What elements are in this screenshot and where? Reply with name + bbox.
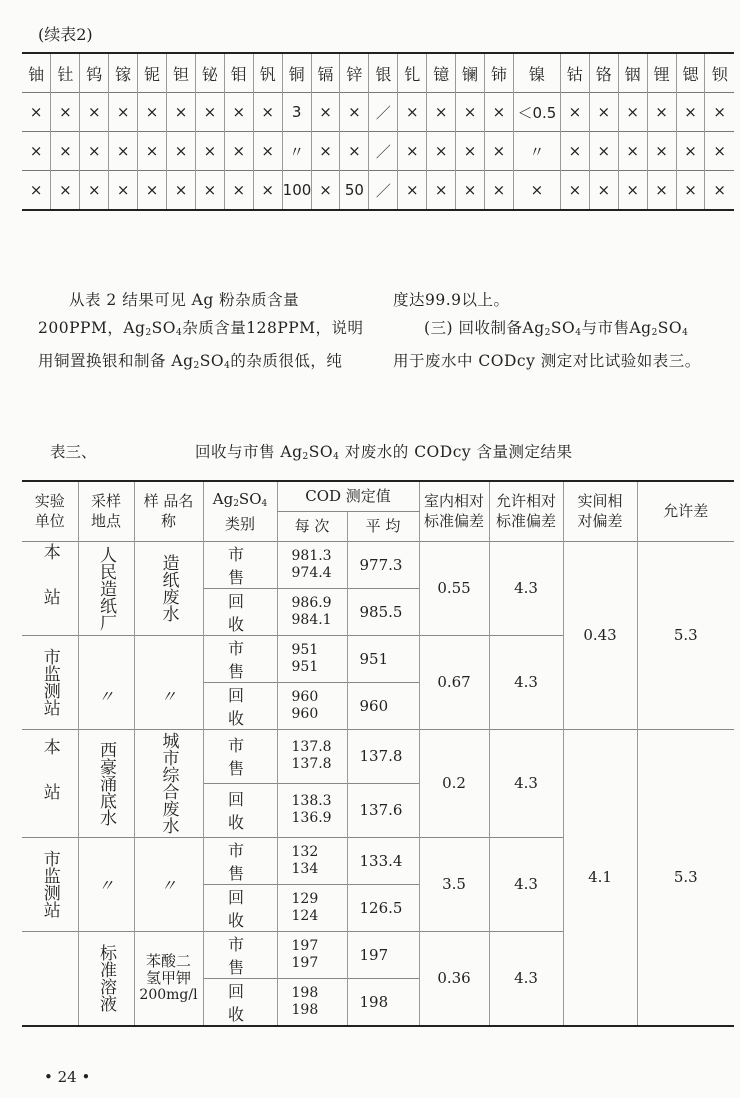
t2-cell: × bbox=[705, 93, 734, 132]
value: 129 bbox=[291, 890, 319, 907]
t2-h: 锂 bbox=[647, 53, 676, 93]
t2-cell: × bbox=[398, 171, 427, 211]
cell-rsd-allow: 4.3 bbox=[489, 729, 563, 837]
t2-h: 镓 bbox=[109, 53, 138, 93]
t2-cell: × bbox=[589, 132, 618, 171]
cell-each bbox=[277, 729, 347, 783]
cell-each bbox=[277, 783, 347, 837]
cell-allow-diff: 5.3 bbox=[637, 541, 734, 729]
cell-type: 市售 bbox=[203, 729, 277, 783]
t2-h: 锶 bbox=[676, 53, 705, 93]
subscript: 2 bbox=[544, 328, 551, 338]
header-cod: COD 测定值 bbox=[277, 481, 419, 511]
text-fragment: Ag bbox=[212, 489, 234, 508]
text-fragment: SO bbox=[550, 319, 576, 337]
value: 981.3 bbox=[291, 547, 332, 564]
cell-rsd-allow: 4.3 bbox=[489, 837, 563, 931]
cell-sample: 〃 bbox=[134, 837, 203, 931]
header-each: 每 次 bbox=[277, 511, 347, 541]
cell-avg: 137.6 bbox=[347, 783, 419, 837]
subscript: 4 bbox=[261, 498, 268, 509]
subscript: 4 bbox=[224, 361, 231, 371]
t2-h: 钆 bbox=[398, 53, 427, 93]
header-rd-inter bbox=[563, 481, 637, 541]
t2-h: 钒 bbox=[253, 53, 282, 93]
cell-each bbox=[277, 837, 347, 884]
cell-text: 本站 bbox=[39, 738, 60, 828]
t2-cell: × bbox=[676, 93, 705, 132]
t2-cell: × bbox=[195, 132, 224, 171]
subscript: 2 bbox=[145, 328, 152, 338]
cell-site: 〃 bbox=[78, 635, 134, 729]
t2-h: 钡 bbox=[705, 53, 734, 93]
cell-text: 市监测站 bbox=[39, 850, 60, 918]
t2-h: 铌 bbox=[138, 53, 167, 93]
paragraph-line bbox=[38, 347, 368, 380]
t2-cell: × bbox=[647, 93, 676, 132]
cell-text: 西豪涌底水 bbox=[96, 740, 116, 826]
cell-rsd-in: 3.5 bbox=[419, 837, 489, 931]
t2-cell: × bbox=[109, 93, 138, 132]
t2-cell: × bbox=[589, 93, 618, 132]
t2-h: 钽 bbox=[167, 53, 196, 93]
subscript: 2 bbox=[302, 452, 309, 462]
text-fragment: 与市售Ag bbox=[581, 319, 652, 337]
t2-cell: × bbox=[224, 132, 253, 171]
t2-cell: × bbox=[618, 93, 647, 132]
subscript: 4 bbox=[682, 328, 689, 338]
t2-cell: × bbox=[167, 132, 196, 171]
text-fragment: SO bbox=[657, 319, 683, 337]
t2-cell: × bbox=[51, 132, 80, 171]
table2-header-row bbox=[22, 53, 734, 93]
cell-type: 市售 bbox=[203, 931, 277, 978]
t2-cell: × bbox=[253, 171, 282, 211]
t2-h: 镱 bbox=[427, 53, 456, 93]
cell-site bbox=[78, 729, 134, 837]
cell-avg: 197 bbox=[347, 931, 419, 978]
t2-cell: × bbox=[195, 171, 224, 211]
t2-cell: × bbox=[109, 171, 138, 211]
cell-text: 200mg/l bbox=[139, 987, 198, 1003]
t2-cell: × bbox=[80, 132, 109, 171]
value: 137.8 bbox=[291, 739, 332, 755]
header-ag2so4-type bbox=[203, 481, 277, 541]
t2-cell: × bbox=[485, 93, 514, 132]
t2-cell: × bbox=[80, 93, 109, 132]
cell-text: 造纸废水 bbox=[158, 554, 179, 622]
value: 132 bbox=[291, 843, 319, 860]
paragraph-line: 用于废水中 CODcy 测定对比试验如表三。 bbox=[393, 352, 701, 370]
value: 951 bbox=[291, 641, 319, 658]
t2-h: 钼 bbox=[224, 53, 253, 93]
t2-cell: × bbox=[311, 132, 340, 171]
cell-avg: 133.4 bbox=[347, 837, 419, 884]
cell-site: 〃 bbox=[78, 837, 134, 931]
paragraph-line bbox=[38, 314, 368, 347]
t2-cell: × bbox=[513, 171, 560, 211]
value: 137.8 bbox=[291, 756, 332, 772]
cell-each bbox=[277, 978, 347, 1026]
cell-rsd-in: 0.36 bbox=[419, 931, 489, 1026]
t2-cell: × bbox=[485, 132, 514, 171]
value: 198 bbox=[291, 1001, 319, 1018]
cell-text: 本站 bbox=[39, 543, 60, 633]
subscript: 2 bbox=[651, 328, 658, 338]
t2-cell: × bbox=[340, 132, 369, 171]
cell-sample: 〃 bbox=[134, 635, 203, 729]
t2-cell: × bbox=[427, 93, 456, 132]
cell-text: 标准溶液 bbox=[96, 944, 116, 1012]
t2-h: 铬 bbox=[589, 53, 618, 93]
table-row bbox=[22, 132, 734, 171]
t2-cell: × bbox=[138, 93, 167, 132]
t2-h: 铋 bbox=[195, 53, 224, 93]
cell-site bbox=[78, 931, 134, 1026]
cell-text: 城市综合废水 bbox=[158, 732, 179, 834]
value: 124 bbox=[291, 907, 319, 924]
text-fragment: (三) 回收制备Ag bbox=[424, 319, 545, 337]
header-rsd-in bbox=[419, 481, 489, 541]
subscript: 2 bbox=[193, 361, 200, 371]
t2-cell: × bbox=[560, 171, 589, 211]
header-allow-diff: 允许差 bbox=[637, 481, 734, 541]
t2-cell: × bbox=[456, 93, 485, 132]
cell-text: 苯酸二氢甲钾 bbox=[145, 952, 191, 987]
t2-cell: × bbox=[485, 171, 514, 211]
cell-sample bbox=[134, 541, 203, 635]
table-row bbox=[22, 93, 734, 132]
t2-cell: × bbox=[705, 132, 734, 171]
cell-unit bbox=[22, 541, 78, 635]
t2-h: 铟 bbox=[618, 53, 647, 93]
cell-type: 回收 bbox=[203, 588, 277, 635]
text-fragment: 用铜置换银和制备 Ag bbox=[38, 352, 194, 370]
header-text: 采样地点 bbox=[90, 492, 121, 531]
cell-rsd-allow: 4.3 bbox=[489, 931, 563, 1026]
value: 974.4 bbox=[291, 564, 332, 581]
t2-cell: × bbox=[22, 93, 51, 132]
t2-cell: × bbox=[340, 93, 369, 132]
cell-avg: 977.3 bbox=[347, 541, 419, 588]
cell-unit bbox=[22, 635, 78, 729]
t2-cell: × bbox=[705, 171, 734, 211]
t2-cell: × bbox=[51, 171, 80, 211]
t2-h: 钨 bbox=[80, 53, 109, 93]
header-text: 类别 bbox=[224, 514, 255, 533]
cell-avg: 960 bbox=[347, 682, 419, 729]
header-sample bbox=[134, 481, 203, 541]
value: 134 bbox=[291, 860, 319, 877]
t2-cell: × bbox=[109, 132, 138, 171]
t2-cell: × bbox=[589, 171, 618, 211]
cell-avg: 951 bbox=[347, 635, 419, 682]
cell-each bbox=[277, 588, 347, 635]
text-fragment: 的杂质很低，纯 bbox=[230, 352, 343, 370]
header-unit bbox=[22, 481, 78, 541]
t2-h: 镉 bbox=[311, 53, 340, 93]
body-text-left-column bbox=[38, 286, 368, 380]
cell-each bbox=[277, 682, 347, 729]
t2-cell: 3 bbox=[282, 93, 311, 132]
t2-cell: × bbox=[676, 171, 705, 211]
t2-cell: × bbox=[560, 132, 589, 171]
t2-cell: × bbox=[167, 171, 196, 211]
t2-h: 钴 bbox=[560, 53, 589, 93]
subscript: 4 bbox=[176, 328, 183, 338]
t2-cell: × bbox=[618, 171, 647, 211]
cell-rsd-allow: 4.3 bbox=[489, 635, 563, 729]
t2-h: 锌 bbox=[340, 53, 369, 93]
cell-unit bbox=[22, 729, 78, 837]
header-text bbox=[204, 489, 277, 514]
value: 136.9 bbox=[291, 810, 332, 826]
text-fragment: SO bbox=[308, 443, 334, 461]
t2-h: 铈 bbox=[485, 53, 514, 93]
t2-cell: × bbox=[427, 132, 456, 171]
cell-allow-diff: 5.3 bbox=[637, 729, 734, 1026]
t2-cell: ／ bbox=[369, 171, 398, 211]
cell-avg: 985.5 bbox=[347, 588, 419, 635]
cell-sample bbox=[134, 729, 203, 837]
header-rsd-allow bbox=[489, 481, 563, 541]
cell-avg: 198 bbox=[347, 978, 419, 1026]
cell-rsd-allow: 4.3 bbox=[489, 541, 563, 635]
t2-h: 钍 bbox=[51, 53, 80, 93]
paragraph-line: 从表 2 结果可见 Ag 粉杂质含量 bbox=[69, 291, 300, 309]
table-row bbox=[22, 171, 734, 211]
paragraph-line bbox=[393, 314, 738, 347]
page-number: • 24 • bbox=[44, 1068, 91, 1086]
t2-cell: 50 bbox=[340, 171, 369, 211]
cell-type: 回收 bbox=[203, 884, 277, 931]
t2-cell: × bbox=[398, 132, 427, 171]
cell-unit bbox=[22, 837, 78, 931]
t2-cell: × bbox=[224, 171, 253, 211]
header-text: 室内相对标准偏差 bbox=[424, 492, 485, 531]
t2-cell: × bbox=[311, 93, 340, 132]
cell-sample bbox=[134, 931, 203, 1026]
cell-type: 市售 bbox=[203, 541, 277, 588]
t2-cell: × bbox=[253, 132, 282, 171]
cell-text: 人民造纸厂 bbox=[96, 545, 116, 631]
cell-type: 回收 bbox=[203, 783, 277, 837]
t2-cell: 〃 bbox=[513, 132, 560, 171]
text-fragment: SO bbox=[199, 352, 225, 370]
table3-header-row bbox=[22, 481, 734, 511]
t2-h: 铜 bbox=[282, 53, 311, 93]
value: 951 bbox=[291, 658, 319, 675]
cell-each bbox=[277, 931, 347, 978]
t2-h: 镧 bbox=[456, 53, 485, 93]
cell-type: 市售 bbox=[203, 837, 277, 884]
body-text-right-column bbox=[393, 286, 738, 375]
value: 197 bbox=[291, 954, 319, 971]
subscript: 4 bbox=[333, 452, 340, 462]
cell-text: 市监测站 bbox=[39, 648, 60, 716]
text-fragment: SO bbox=[151, 319, 176, 337]
cell-rsd-in: 0.2 bbox=[419, 729, 489, 837]
t2-cell: × bbox=[456, 132, 485, 171]
cell-unit bbox=[22, 931, 78, 1026]
t2-cell: × bbox=[195, 93, 224, 132]
t2-cell: × bbox=[224, 93, 253, 132]
t2-h: 镍 bbox=[513, 53, 560, 93]
cell-each bbox=[277, 884, 347, 931]
table-row bbox=[22, 729, 734, 783]
t2-h: 银 bbox=[369, 53, 398, 93]
t2-cell: ／ bbox=[369, 93, 398, 132]
t2-cell: × bbox=[138, 171, 167, 211]
t2-cell: × bbox=[456, 171, 485, 211]
t2-cell: × bbox=[138, 132, 167, 171]
t2-cell: × bbox=[311, 171, 340, 211]
cell-avg: 137.8 bbox=[347, 729, 419, 783]
cell-each bbox=[277, 541, 347, 588]
t2-cell: × bbox=[22, 171, 51, 211]
t2-cell: ＜0.5 bbox=[513, 93, 560, 132]
table3-title bbox=[195, 440, 573, 462]
t2-cell: × bbox=[647, 171, 676, 211]
cell-type: 回收 bbox=[203, 682, 277, 729]
value: 960 bbox=[291, 705, 319, 722]
text-fragment: 回收与市售 Ag bbox=[195, 443, 303, 461]
t2-h: 铀 bbox=[28, 64, 45, 84]
value: 138.3 bbox=[291, 793, 332, 809]
cell-type: 回收 bbox=[203, 978, 277, 1026]
value: 960 bbox=[291, 688, 319, 705]
header-text: 实验单位 bbox=[34, 492, 65, 531]
t2-cell: ／ bbox=[369, 132, 398, 171]
text-fragment: 200PPM，Ag bbox=[38, 319, 146, 337]
t2-cell: 〃 bbox=[282, 132, 311, 171]
cell-rsd-in: 0.55 bbox=[419, 541, 489, 635]
value: 986.9 bbox=[291, 594, 332, 611]
t2-cell: × bbox=[676, 132, 705, 171]
t2-cell: × bbox=[253, 93, 282, 132]
text-fragment: 杂质含量128PPM，说明 bbox=[182, 319, 364, 337]
text-fragment: SO bbox=[238, 489, 262, 508]
t2-cell: × bbox=[80, 171, 109, 211]
header-text: 样 品名 称 bbox=[143, 492, 194, 531]
header-text: 允许相对标准偏差 bbox=[496, 492, 557, 531]
value: 197 bbox=[291, 937, 319, 954]
subscript: 2 bbox=[233, 498, 239, 509]
table3-label: 表三、 bbox=[50, 443, 97, 461]
table3 bbox=[22, 480, 734, 1027]
t2-cell: × bbox=[560, 93, 589, 132]
t2-cell: × bbox=[398, 93, 427, 132]
table2-caption: (续表2) bbox=[38, 25, 93, 44]
t2-cell: × bbox=[167, 93, 196, 132]
cell-rd-inter: 4.1 bbox=[563, 729, 637, 1026]
cell-avg: 126.5 bbox=[347, 884, 419, 931]
text-fragment: 对废水的 CODcy 含量测定结果 bbox=[339, 443, 573, 461]
header-avg: 平 均 bbox=[347, 511, 419, 541]
cell-each bbox=[277, 635, 347, 682]
t2-cell: × bbox=[22, 132, 51, 171]
cell-rd-inter: 0.43 bbox=[563, 541, 637, 729]
header-text: 实间相对偏差 bbox=[577, 492, 623, 531]
t2-cell: × bbox=[647, 132, 676, 171]
table-row bbox=[22, 541, 734, 588]
t2-cell: × bbox=[51, 93, 80, 132]
t2-cell: × bbox=[618, 132, 647, 171]
table2-continued bbox=[22, 52, 734, 211]
header-site bbox=[78, 481, 134, 541]
cell-site bbox=[78, 541, 134, 635]
value: 984.1 bbox=[291, 611, 332, 628]
value: 198 bbox=[291, 984, 319, 1001]
subscript: 4 bbox=[575, 328, 582, 338]
t2-cell: × bbox=[427, 171, 456, 211]
t2-cell: 100 bbox=[282, 171, 311, 211]
cell-type: 市售 bbox=[203, 635, 277, 682]
paragraph-line: 度达99.9以上。 bbox=[393, 291, 510, 309]
cell-rsd-in: 0.67 bbox=[419, 635, 489, 729]
